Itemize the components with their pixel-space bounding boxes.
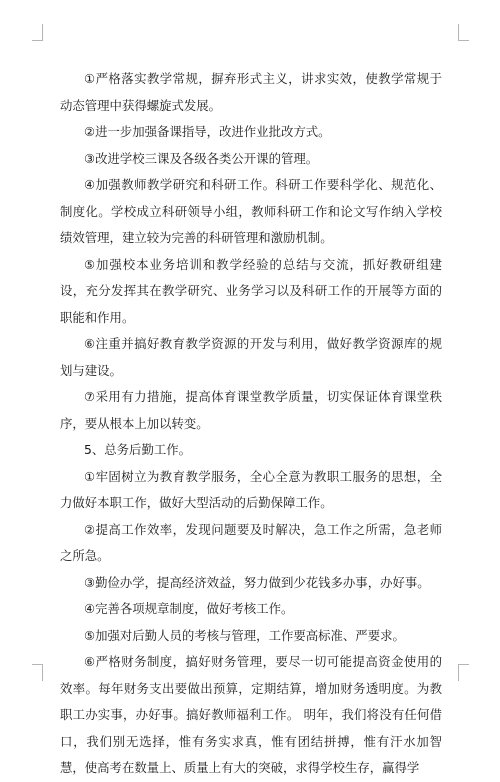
paragraph-regulations: ④完善各项规章制度，做好考核工作。 [84,601,294,616]
crop-mark-bottom-right [458,664,469,681]
paragraph-resources: ⑥注重并搞好教育教学资源的开发与利用，做好教学资源库的规划与建设。 [60,336,442,378]
paragraph-training: ⑤加强校本业务培训和教学经验的总结与交流，抓好教研组建设，充分发挥其在教学研究、业务学习以及科研工作的开展等方面的职能和作用。 [60,256,442,325]
section-heading-logistics: 5、总务后勤工作。 [84,442,192,457]
paragraph-finance: ⑥严格财务制度，搞好财务管理，要尽一切可能提高资金使用的效率。每年财务支出要做出预算，定期结算，增加财务透明度。为教职工办实事，办好事。搞好教师福利工作。 明年，我们将没有任何借口，我们别无选择，惟有务实求真，惟有团结拼搏，惟有汗水加智慧，使高考在数量上、质量上有大的突破，求得学校生存，赢得学 [60,654,442,775]
paragraph-service: ①牢固树立为教育教学服务，全心全意为教职工服务的思想，全力做好本职工作，做好大型活动的后勤保障工作。 [60,468,442,510]
crop-mark-bottom-left [32,664,43,681]
paragraph-efficiency: ②提高工作效率，发现问题要及时解决，急工作之所需，急老师之所急。 [60,521,442,563]
document-body [60,66,442,782]
crop-mark-top-left [32,24,43,41]
paragraph-thrift: ③勤俭办学，提高经济效益，努力做到少花钱多办事，办好事。 [84,574,430,590]
paragraph-research: ④加强教师教学研究和科研工作。科研工作要科学化、规范化、制度化。学校成立科研领导小组，教师科研工作和论文写作纳入学校绩效管理，建立较为完善的科研管理和激励机制。 [60,177,442,245]
paragraph-open-class: ③改进学校三课及各级各类公开课的管理。 [84,150,319,166]
paragraph-pe-class: ⑦采用有力措施，提高体育课堂教学质量，切实保证体育课堂秩序，要从根本上加以转变。 [60,389,442,431]
paragraph-lesson-prep: ②进一步加强备课指导，改进作业批改方式。 [84,124,331,139]
paragraph-staff-assessment: ⑤加强对后勤人员的考核与管理，工作要高标准、严要求。 [84,627,405,643]
paragraph-teaching-routine: ①严格落实教学常规，摒弃形式主义，讲求实效，使教学常规于动态管理中获得螺旋式发展。 [60,71,442,113]
crop-mark-top-right [458,24,469,41]
